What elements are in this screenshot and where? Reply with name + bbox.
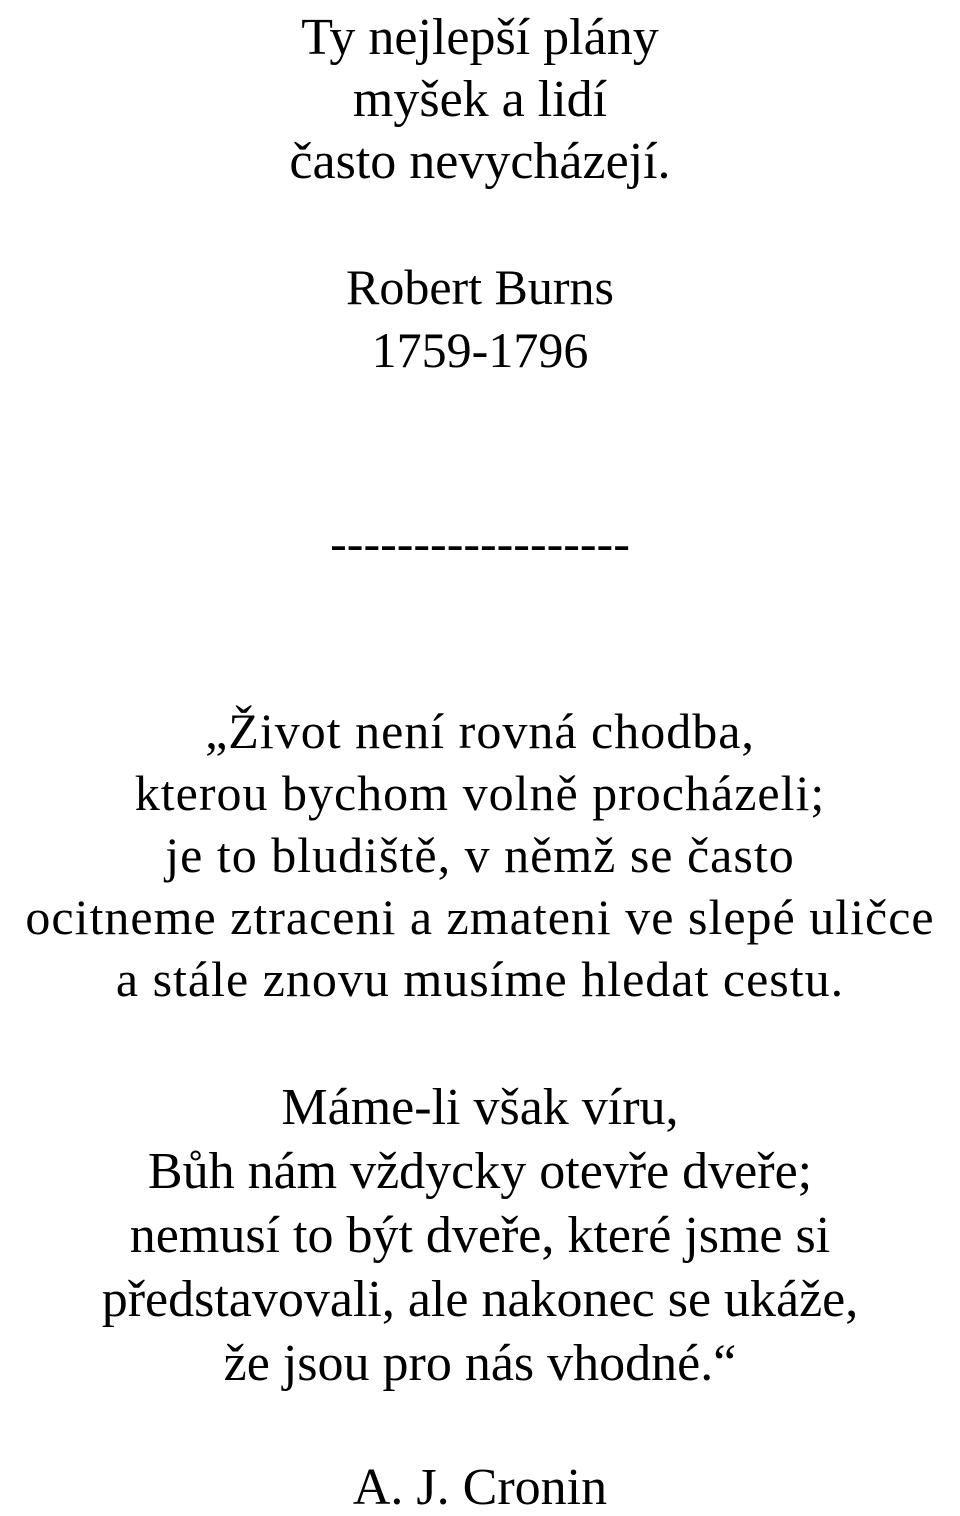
quote2-line-2: kterou bychom volně procházeli; bbox=[134, 765, 826, 821]
quote1-author: Robert Burns bbox=[345, 259, 615, 315]
quote3-line-1: Máme-li však víru, bbox=[281, 1079, 679, 1136]
quote1-line-2: myšek a lidí bbox=[352, 71, 608, 128]
quote2-line-4: ocitneme ztraceni a zmateni ve slepé uličce bbox=[25, 889, 935, 945]
quote3-line-3: nemusí to být dveře, které jsme si bbox=[129, 1207, 831, 1264]
quote3-line-4: představovali, ale nakonec se ukáže, bbox=[101, 1271, 859, 1328]
quote3-line-5: že jsou pro nás vhodné.“ bbox=[223, 1335, 737, 1392]
quote3-line-2: Bůh nám vždycky otevře dveře; bbox=[147, 1143, 813, 1200]
quote1-years: 1759-1796 bbox=[371, 322, 589, 378]
quote3-author: A. J. Cronin bbox=[352, 1459, 608, 1516]
quote2-line-3: je to bludiště, v němž se často bbox=[165, 827, 795, 883]
quote2-line-1: „Život není rovná chodba, bbox=[205, 703, 755, 759]
quote2-line-5: a stále znovu musíme hledat cestu. bbox=[115, 951, 845, 1007]
quote1-line-3: často nevycházejí. bbox=[289, 133, 671, 190]
quote1-line-1: Ty nejlepší plány bbox=[301, 9, 659, 66]
separator: ------------------ bbox=[330, 515, 630, 571]
